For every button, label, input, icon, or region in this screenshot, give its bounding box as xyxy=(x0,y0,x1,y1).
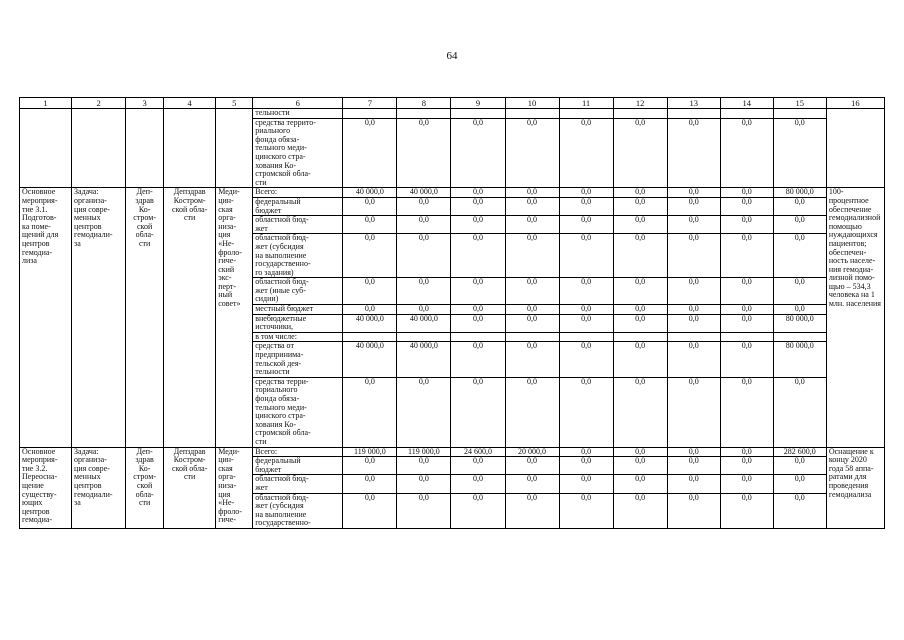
table-row xyxy=(20,109,885,119)
value-cell: 0,0 xyxy=(720,457,773,475)
value-cell: 0,0 xyxy=(613,475,667,493)
value-cell: 0,0 xyxy=(613,377,667,447)
header-cell: 12 xyxy=(613,98,667,109)
header-cell: 8 xyxy=(397,98,451,109)
value-cell xyxy=(451,332,505,342)
value-cell: 0,0 xyxy=(451,216,505,234)
value-cell: 0,0 xyxy=(505,305,559,315)
value-cell: 0,0 xyxy=(720,197,773,215)
value-cell: 0,0 xyxy=(613,457,667,475)
value-cell: 0,0 xyxy=(559,447,613,457)
source-label: областной бюд- жет xyxy=(253,475,343,493)
value-cell: 0,0 xyxy=(451,475,505,493)
value-cell: 0,0 xyxy=(343,234,397,278)
header-cell: 13 xyxy=(667,98,720,109)
empty-cell xyxy=(126,109,164,188)
value-cell: 0,0 xyxy=(505,278,559,305)
value-cell: 40 000,0 xyxy=(397,342,451,377)
header-row xyxy=(20,98,885,109)
value-cell: 0,0 xyxy=(397,457,451,475)
value-cell: 0,0 xyxy=(613,305,667,315)
budget-table xyxy=(19,97,885,529)
value-cell xyxy=(559,332,613,342)
header-cell: 4 xyxy=(164,98,216,109)
value-cell: 0,0 xyxy=(559,197,613,215)
value-cell xyxy=(397,332,451,342)
value-cell: 0,0 xyxy=(667,457,720,475)
value-cell: 0,0 xyxy=(720,234,773,278)
value-cell: 0,0 xyxy=(720,278,773,305)
source-label: федеральный бюджет xyxy=(253,457,343,475)
header-cell: 3 xyxy=(126,98,164,109)
event-coexecutor: Депздрав Костром- ской обла- сти xyxy=(164,447,216,528)
empty-cell xyxy=(216,109,253,188)
empty-cell xyxy=(72,109,126,188)
value-cell: 0,0 xyxy=(505,216,559,234)
header-cell: 2 xyxy=(72,98,126,109)
value-cell: 0,0 xyxy=(343,278,397,305)
value-cell: 0,0 xyxy=(667,342,720,377)
value-cell: 0,0 xyxy=(613,342,667,377)
value-cell: 24 600,0 xyxy=(451,447,505,457)
value-cell: 0,0 xyxy=(397,493,451,528)
value-cell: 0,0 xyxy=(505,493,559,528)
value-cell: 0,0 xyxy=(451,457,505,475)
value-cell: 20 000,0 xyxy=(505,447,559,457)
value-cell: 0,0 xyxy=(505,234,559,278)
source-label: средства от предпринима- тельской дея- тельности xyxy=(253,342,343,377)
value-cell: 0,0 xyxy=(613,278,667,305)
value-cell: 0,0 xyxy=(613,314,667,332)
empty-cell xyxy=(720,109,773,119)
value-cell: 80 000,0 xyxy=(773,314,826,332)
event-task: Задача: организа- ция совре- менных центров гемодиали- за xyxy=(72,188,126,447)
event-participant: Меди- цин- ская орга- низа- ция «Не- фроло- гиче- xyxy=(216,447,253,528)
empty-cell xyxy=(613,109,667,119)
value-cell: 0,0 xyxy=(343,305,397,315)
source-label: внебюджетные источники, xyxy=(253,314,343,332)
value-cell: 0,0 xyxy=(613,447,667,457)
value-cell: 0,0 xyxy=(773,278,826,305)
header-cell: 1 xyxy=(20,98,72,109)
event-task: Задача: организа- ция совре- менных центров гемодиали- за xyxy=(72,447,126,528)
value-cell: 0,0 xyxy=(343,118,397,188)
value-cell xyxy=(773,332,826,342)
value-cell: 80 000,0 xyxy=(773,188,826,198)
value-cell: 0,0 xyxy=(505,475,559,493)
value-cell: 0,0 xyxy=(720,188,773,198)
value-cell: 0,0 xyxy=(343,493,397,528)
empty-cell xyxy=(20,109,72,188)
value-cell: 119 000,0 xyxy=(343,447,397,457)
header-cell: 7 xyxy=(343,98,397,109)
empty-cell xyxy=(667,109,720,119)
value-cell: 0,0 xyxy=(667,377,720,447)
source-label: областной бюд- жет (субсидия на выполнение государственно- xyxy=(253,493,343,528)
value-cell: 0,0 xyxy=(559,278,613,305)
value-cell: 0,0 xyxy=(451,188,505,198)
empty-cell xyxy=(505,109,559,119)
source-label: местный бюджет xyxy=(253,305,343,315)
value-cell: 0,0 xyxy=(720,314,773,332)
source-label: Всего: xyxy=(253,188,343,198)
value-cell: 40 000,0 xyxy=(397,188,451,198)
value-cell: 0,0 xyxy=(343,216,397,234)
value-cell xyxy=(720,332,773,342)
value-cell: 0,0 xyxy=(505,377,559,447)
value-cell: 0,0 xyxy=(505,457,559,475)
table-row xyxy=(20,188,885,198)
value-cell: 0,0 xyxy=(451,342,505,377)
value-cell: 0,0 xyxy=(720,377,773,447)
value-cell: 0,0 xyxy=(773,493,826,528)
value-cell: 0,0 xyxy=(397,305,451,315)
source-label: в том числе: xyxy=(253,332,343,342)
value-cell: 0,0 xyxy=(451,314,505,332)
value-cell: 0,0 xyxy=(451,234,505,278)
value-cell: 0,0 xyxy=(773,377,826,447)
value-cell: 0,0 xyxy=(667,305,720,315)
value-cell: 0,0 xyxy=(397,475,451,493)
event-name: Основное мероприя- тие 3.1. Подготов- ка поме- щений для центров гемодиа- лиза xyxy=(20,188,72,447)
value-cell: 40 000,0 xyxy=(397,314,451,332)
value-cell: 80 000,0 xyxy=(773,342,826,377)
value-cell: 0,0 xyxy=(559,377,613,447)
empty-cell xyxy=(826,109,884,188)
value-cell: 0,0 xyxy=(773,197,826,215)
empty-cell xyxy=(451,109,505,119)
value-cell: 0,0 xyxy=(667,278,720,305)
value-cell: 0,0 xyxy=(720,305,773,315)
value-cell: 0,0 xyxy=(559,118,613,188)
event-result: Оснащение к концу 2020 года 58 аппа- ратами для проведения гемодиализа xyxy=(826,447,884,528)
value-cell: 0,0 xyxy=(667,475,720,493)
value-cell: 0,0 xyxy=(451,118,505,188)
value-cell: 0,0 xyxy=(720,118,773,188)
value-cell: 0,0 xyxy=(451,305,505,315)
value-cell: 0,0 xyxy=(773,216,826,234)
value-cell: 282 600,0 xyxy=(773,447,826,457)
value-cell: 0,0 xyxy=(667,447,720,457)
value-cell: 0,0 xyxy=(613,197,667,215)
event-result: 100- процентное обеспечение гемодиализной помощью нуждающихся пациентов; обеспечен- ность населе- ния гемодиа- лизной помо- щью – 534,3 человека на 1 млн. населения xyxy=(826,188,884,447)
value-cell: 0,0 xyxy=(667,493,720,528)
source-label: средства террито- риального фонда обяза- тельного меди- цинского стра- хования Ко- стромской обла- сти xyxy=(253,118,343,188)
value-cell: 0,0 xyxy=(667,197,720,215)
value-cell: 0,0 xyxy=(505,197,559,215)
value-cell: 0,0 xyxy=(720,447,773,457)
table-row xyxy=(20,447,885,457)
value-cell: 0,0 xyxy=(559,234,613,278)
event-coexecutor: Депздрав Костром- ской обла- сти xyxy=(164,188,216,447)
value-cell: 0,0 xyxy=(667,188,720,198)
empty-cell xyxy=(343,109,397,119)
header-cell: 16 xyxy=(826,98,884,109)
event-executor: Деп- здрав Ко- стром- ской обла- сти xyxy=(126,447,164,528)
value-cell: 0,0 xyxy=(720,475,773,493)
value-cell: 0,0 xyxy=(451,493,505,528)
value-cell: 0,0 xyxy=(613,216,667,234)
value-cell: 0,0 xyxy=(559,216,613,234)
source-label: областной бюд- жет xyxy=(253,216,343,234)
value-cell: 0,0 xyxy=(559,188,613,198)
value-cell xyxy=(343,332,397,342)
value-cell: 0,0 xyxy=(343,457,397,475)
source-label: областной бюд- жет (иные суб- сидии) xyxy=(253,278,343,305)
value-cell: 0,0 xyxy=(613,234,667,278)
value-cell: 0,0 xyxy=(773,305,826,315)
value-cell: 0,0 xyxy=(343,475,397,493)
value-cell: 0,0 xyxy=(505,188,559,198)
value-cell: 0,0 xyxy=(505,342,559,377)
source-label: областной бюд- жет (субсидия на выполнение государственно- го задания) xyxy=(253,234,343,278)
event-participant: Меди- цин- ская орга- низа- ция «Не- фроло- гиче- ский экс- перт- ный совет» xyxy=(216,188,253,447)
value-cell: 0,0 xyxy=(667,314,720,332)
value-cell: 0,0 xyxy=(397,216,451,234)
source-label: средства терри- ториального фонда обяза- тельного меди- цинского стра- хования Ко- стромской обла- сти xyxy=(253,377,343,447)
value-cell: 0,0 xyxy=(559,305,613,315)
value-cell: 0,0 xyxy=(343,197,397,215)
value-cell: 119 000,0 xyxy=(397,447,451,457)
value-cell: 0,0 xyxy=(505,314,559,332)
source-label: Всего: xyxy=(253,447,343,457)
page-number: 64 xyxy=(446,50,458,62)
value-cell xyxy=(613,332,667,342)
value-cell: 0,0 xyxy=(451,278,505,305)
value-cell: 0,0 xyxy=(397,118,451,188)
header-cell: 14 xyxy=(720,98,773,109)
value-cell: 0,0 xyxy=(720,493,773,528)
empty-cell xyxy=(164,109,216,188)
empty-cell xyxy=(397,109,451,119)
value-cell: 0,0 xyxy=(773,457,826,475)
value-cell: 0,0 xyxy=(397,377,451,447)
value-cell: 0,0 xyxy=(613,493,667,528)
value-cell: 40 000,0 xyxy=(343,188,397,198)
value-cell: 40 000,0 xyxy=(343,342,397,377)
value-cell: 0,0 xyxy=(343,377,397,447)
value-cell: 0,0 xyxy=(451,197,505,215)
value-cell: 0,0 xyxy=(720,216,773,234)
source-label: федеральный бюджет xyxy=(253,197,343,215)
value-cell: 0,0 xyxy=(397,234,451,278)
header-cell: 11 xyxy=(559,98,613,109)
header-cell: 9 xyxy=(451,98,505,109)
event-executor: Деп- здрав Ко- стром- ской обла- сти xyxy=(126,188,164,447)
header-cell: 15 xyxy=(773,98,826,109)
value-cell: 0,0 xyxy=(773,234,826,278)
value-cell: 40 000,0 xyxy=(343,314,397,332)
value-cell: 0,0 xyxy=(613,188,667,198)
header-cell: 6 xyxy=(253,98,343,109)
empty-cell xyxy=(773,109,826,119)
source-label: тельности xyxy=(253,109,343,119)
value-cell xyxy=(505,332,559,342)
value-cell: 0,0 xyxy=(773,118,826,188)
value-cell: 0,0 xyxy=(667,216,720,234)
value-cell: 0,0 xyxy=(667,118,720,188)
header-cell: 10 xyxy=(505,98,559,109)
value-cell: 0,0 xyxy=(397,278,451,305)
value-cell: 0,0 xyxy=(559,457,613,475)
value-cell: 0,0 xyxy=(720,342,773,377)
header-cell: 5 xyxy=(216,98,253,109)
value-cell: 0,0 xyxy=(613,118,667,188)
value-cell: 0,0 xyxy=(451,377,505,447)
value-cell: 0,0 xyxy=(559,342,613,377)
value-cell: 0,0 xyxy=(559,314,613,332)
value-cell: 0,0 xyxy=(397,197,451,215)
value-cell: 0,0 xyxy=(505,118,559,188)
empty-cell xyxy=(559,109,613,119)
value-cell: 0,0 xyxy=(559,475,613,493)
value-cell: 0,0 xyxy=(773,475,826,493)
value-cell: 0,0 xyxy=(559,493,613,528)
value-cell xyxy=(667,332,720,342)
value-cell: 0,0 xyxy=(667,234,720,278)
event-name: Основное мероприя- тие 3.2. Переосна- щение существу- ющих центров гемодиа- xyxy=(20,447,72,528)
